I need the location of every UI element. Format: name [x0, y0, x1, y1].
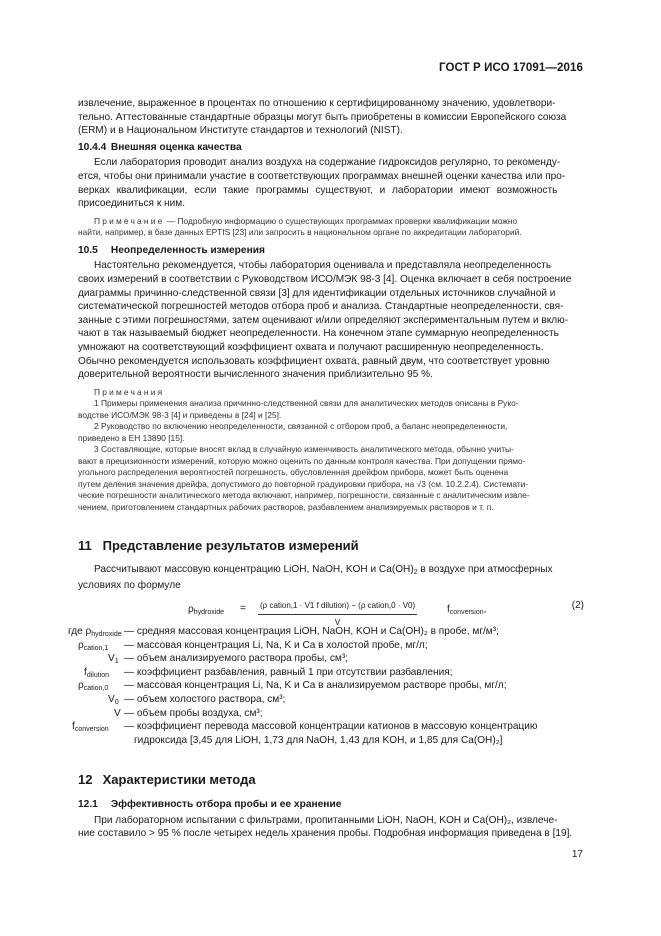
intro-text: в воздухе при атмосферных — [417, 563, 553, 575]
formula-lhs: $\rho_{hydroxide}$ — [188, 603, 225, 616]
paragraph-line: Если лаборатория проводит анализ воздуха на содержание гидроксидов регулярно, то рекоменду- — [94, 157, 561, 169]
where-row: $V_0$ — объем холостого раствора, см³; — [108, 693, 286, 706]
formula-factor: $f_{conversion}$, — [447, 603, 487, 616]
paragraph-line: верках квалификации, если такие программы существуют, и лаборатории имеют возможность — [78, 184, 558, 196]
note-line: чением, приготовлением стандартных рабочих растворов, разбавлением анализируемых растворов и т. п. — [78, 501, 494, 512]
notes-label — [78, 387, 584, 399]
formula-numerator: (ρ cation,1 · V1 f dilution) − (ρ cation,0 · V0) — [258, 599, 417, 615]
paragraph-line: доверительной вероятности вычисленного значения приблизительно 95 %. — [78, 369, 433, 381]
paragraph-line: ется, чтобы они принимали участие в соответствующих программах внешней оценки качества или про- — [78, 170, 566, 182]
section-number: 11 — [78, 538, 92, 554]
formula-denominator: V — [334, 617, 341, 627]
section-title: Эффективность отбора пробы и ее хранение — [110, 798, 342, 810]
section-heading-11 — [78, 539, 584, 553]
note-line: водстве ИСО/МЭК 98-3 [4] и приведены в [24] и [25]. — [78, 409, 282, 420]
where-list — [68, 625, 584, 747]
section-title: Характеристики метода — [102, 772, 256, 788]
note-line: ческие погрешности аналитического метода включают, например, погрешности, связанные с аналитическим извле- — [78, 490, 530, 501]
where-row: $\rho_{cation,1}$ — массовая концентрация Li, Na, K и Ca в холостой пробе, мг/л; — [78, 639, 428, 652]
intro-text: Рассчитывают массовую концентрацию LiOH, NaOH, KOH и Ca(OH) — [94, 563, 414, 575]
paragraph-line — [78, 563, 584, 580]
note-line: 1 Примеры применения анализа причинно-следственной связи для аналитических методов описаны в Руко- — [94, 398, 519, 409]
notes-label-text: Примечания — [94, 386, 165, 397]
section-heading-10-4-4 — [78, 141, 584, 155]
section-heading-12 — [78, 773, 584, 787]
paragraph-line: своих измерений в соответствии с Руководством ИСО/МЭК 98-3 [4]. Оценка включает в себя построение — [78, 273, 572, 285]
paragraph-line: присоединиться к ним. — [78, 198, 185, 210]
paragraph-line: чают в так называемый бюджет неопределенности. На конечном этапе суммарную неопределенность — [78, 328, 559, 340]
section-number: 10.5 — [78, 244, 98, 256]
paragraph-line: Обычно рекомендуется использовать коэффициент охвата, равный двум, что соответствует уровню — [78, 355, 550, 367]
paragraph-line: диаграммы причинно-следственной связи [3] для идентификации отдельных источников случайной и — [78, 287, 556, 299]
where-row: V — объем пробы воздуха, см³; — [114, 707, 263, 719]
document-header: ГОСТ Р ИСО 17091—2016 — [438, 62, 583, 74]
paragraph-line: ние составило > 95 % после четырех недель хранения пробы. Подробная информация приведена в [19]. — [78, 828, 573, 840]
where-row: $\rho_{cation,0}$ — массовая концентрация Li, Na, K и Ca в анализируемом растворе пробы, мг/л; — [78, 680, 507, 693]
paragraph-line: умножают на соответствующий коэффициент охвата и получают расширенную неопределенность. — [78, 341, 544, 353]
note-line: угольного распределения вероятностей погрешность, обусловленная дрейфом прибора, может быть оценена — [78, 467, 509, 478]
section-heading-12-1 — [78, 798, 584, 812]
note-text: найти, например, в базе данных EPTIS [23] или запросить в национальном органе по аккредитации лабораторий. — [78, 227, 522, 238]
paragraph-line: Настоятельно рекомендуется, чтобы лаборатория оценивала и представляла неопределенность — [94, 260, 552, 272]
subscript: 2 — [413, 568, 418, 576]
section-number: 10.4.4 — [78, 141, 107, 153]
section-heading-10-5 — [78, 244, 584, 258]
paragraph-line: занные с этими погрешностями, затем оценивают и/или определяют экспериментальным путем и вклю- — [78, 314, 569, 326]
document-body — [68, 97, 584, 841]
note-line: 2 Руководство по включению неопределенности, связанной с отбором проб, а баланс неопределенности, — [94, 421, 508, 432]
where-row: $f_{conversion}$ — коэффициент перевода массовой концентрации катионов в массовую концентрацию — [72, 721, 538, 734]
paragraph-line: систематической погрешностей методов отбора проб и анализа. Стандартные неопределенности, свя- — [78, 301, 564, 313]
intro-line: извлечение, выраженное в процентах по отношению к сертифицированному значению, удовлетвори- — [78, 98, 556, 109]
paragraph-line: условиях по формуле — [78, 580, 181, 592]
note — [78, 216, 584, 228]
paragraph-line: При лабораторном испытании с фильтрами, пропитанными LiOH, NaOH, KOH и Ca(OH)₂, извлече- — [94, 814, 558, 826]
note-line: 3 Составляющие, которые вносят вклад в случайную изменчивость аналитического метода, обычно учиты- — [94, 444, 514, 455]
section-title: Внешняя оценка качества — [110, 141, 242, 153]
section-title: Представление результатов измерений — [102, 538, 359, 554]
where-row: $f_{dilution}$ — коэффициент разбавления, равный 1 при отсутствии разбавления; — [84, 666, 453, 679]
page-number: 17 — [571, 849, 583, 860]
formula-2 — [78, 599, 584, 627]
note-line: путем деления значения дрейфа, допустимого до повторной градуировки прибора, на √3 (см. 10.2.2.4). Системати- — [78, 478, 529, 489]
intro-line: тельно. Аттестованные стандартные образцы могут быть приобретены в комиссии Европейского союза — [78, 111, 567, 123]
note-line: приведено в ЕН 13890 [15]. — [78, 432, 185, 443]
where-row-continuation: гидроксида [3,45 для LiOH, 1,73 для NaOH, 1,43 для KOH, и 1,85 для Ca(OH)₂] — [134, 734, 503, 746]
section-number: 12.1 — [78, 798, 98, 810]
intro-line: (ERM) и в Национальном Институте стандартов и технологий (NIST). — [78, 125, 403, 137]
section-title: Неопределенность измерения — [110, 244, 265, 256]
section-number: 12 — [78, 772, 93, 788]
where-row: где $\rho_{hydroxide}$ — средняя массовая концентрация LiOH, NaOH, KOH и Ca(OH)₂ в пробе, мг/м³; — [68, 625, 499, 638]
formula-eq: = — [240, 602, 246, 614]
note-text: — Подробную информацию о существующих программах проверки квалификации можно — [164, 215, 518, 226]
formula-number: (2) — [571, 599, 584, 611]
where-row: $V_1$ — объем анализируемого раствора пробы, см³; — [108, 653, 348, 666]
note-line: вают в прецизионности измерений, которую можно оценить по данным контроля качества. При допущении прямо- — [78, 455, 526, 466]
note-label: Примечание — [94, 215, 165, 226]
